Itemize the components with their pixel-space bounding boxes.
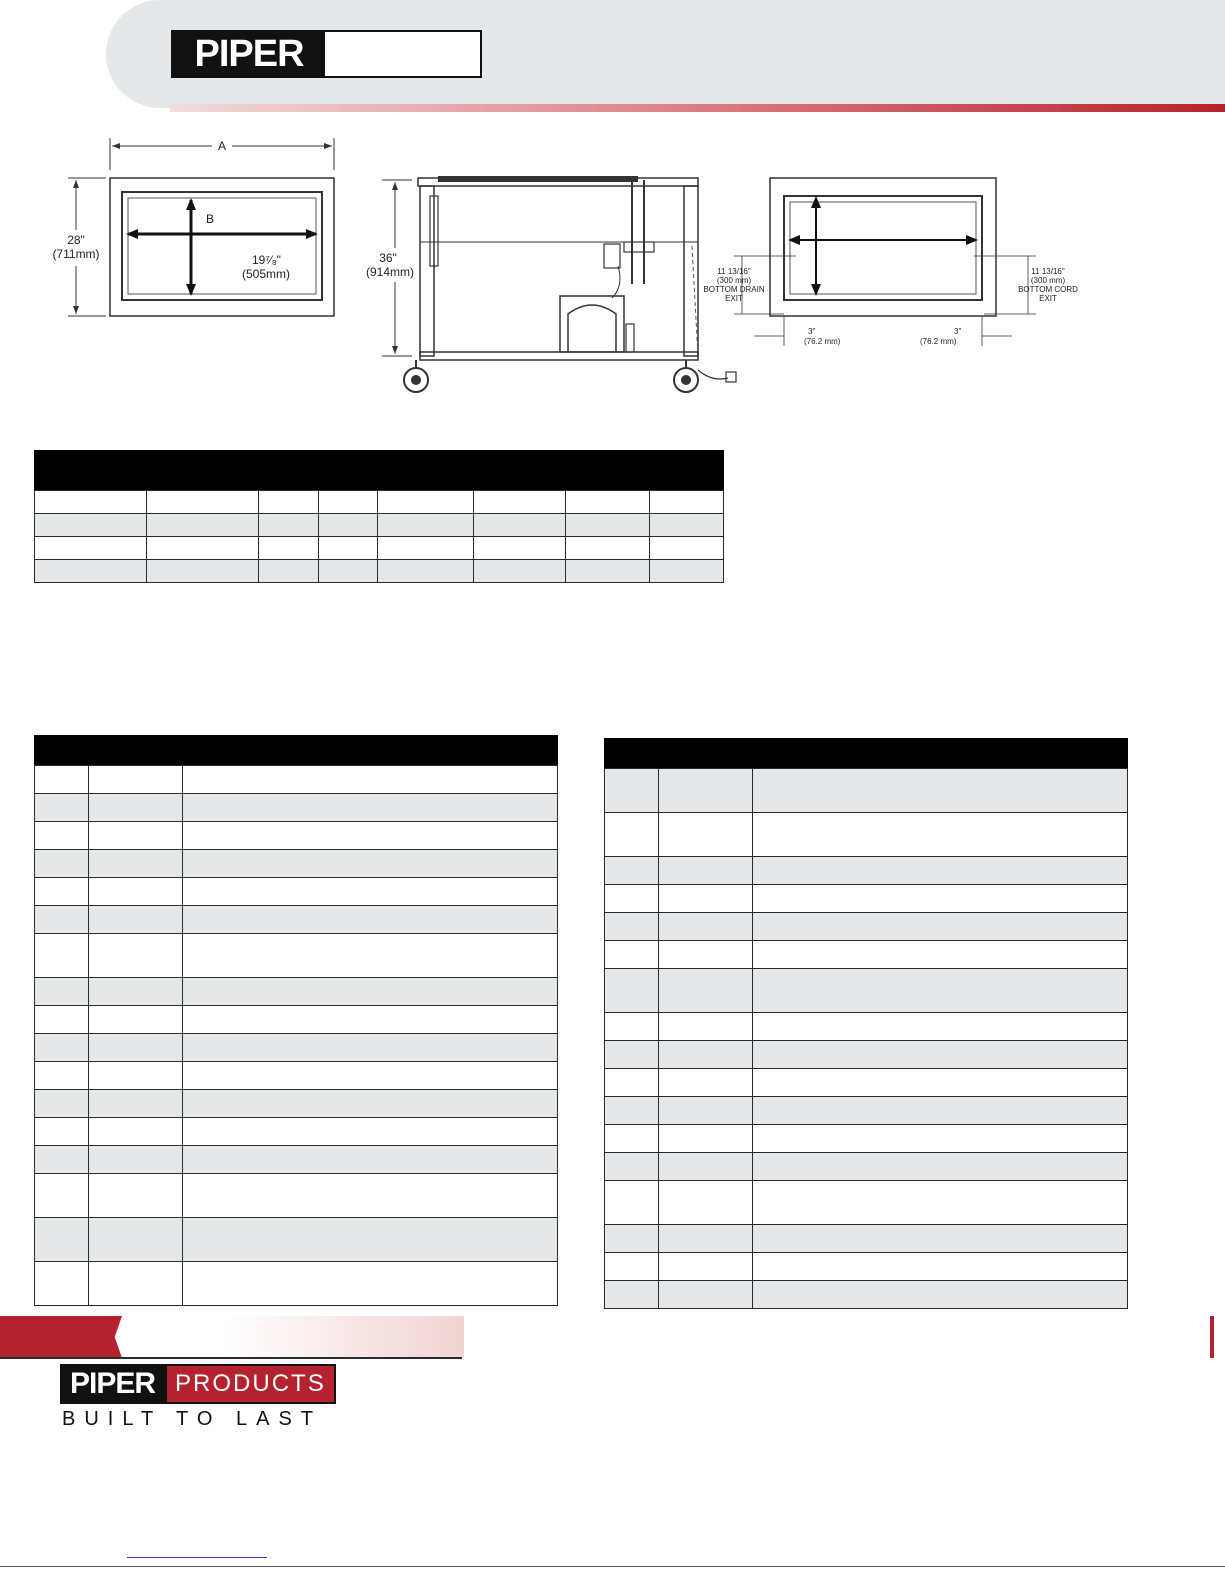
table-row <box>35 1218 558 1262</box>
footer-band <box>122 1316 464 1358</box>
table-row <box>35 1146 558 1174</box>
table-row <box>35 794 558 822</box>
table-row <box>605 1225 1128 1253</box>
table-row <box>605 1097 1128 1125</box>
right-parts-header <box>604 738 1128 768</box>
table-row <box>605 969 1128 1013</box>
table-row <box>605 1013 1128 1041</box>
table-row <box>605 1153 1128 1181</box>
table-row <box>35 878 558 906</box>
header-logo <box>171 30 482 78</box>
cord-dim-2: (300 mm) <box>1030 276 1066 285</box>
table-row <box>35 822 558 850</box>
cord-dim-4: EXIT <box>1039 294 1057 303</box>
footer-link-underline[interactable] <box>127 1557 267 1558</box>
right-parts-table <box>604 768 1128 1309</box>
table-row <box>605 813 1128 857</box>
table-row <box>35 1062 558 1090</box>
top-view-drawing <box>40 130 350 330</box>
spec-table-header <box>34 450 724 490</box>
height-mm-label: (711mm) <box>52 247 100 261</box>
table-row <box>605 941 1128 969</box>
drain-dim-4: EXIT <box>725 294 743 303</box>
table-row <box>35 1262 558 1306</box>
table-row <box>35 560 724 583</box>
table-row <box>35 1174 558 1218</box>
table-row <box>35 906 558 934</box>
dim-b-label: B <box>206 212 215 226</box>
table-row <box>605 1125 1128 1153</box>
drain-offset-2: (76.2 mm) <box>804 337 841 346</box>
left-parts-table <box>34 765 558 1306</box>
table-row <box>605 857 1128 885</box>
height-in-label: 28" <box>67 233 85 247</box>
table-row <box>605 885 1128 913</box>
table-row <box>605 769 1128 813</box>
cord-dim-3: BOTTOM CORD <box>1018 285 1078 294</box>
footer-tagline: BUILT TO LAST <box>62 1408 323 1430</box>
header-accent-stripe <box>170 104 1225 112</box>
drain-dim-2: (300 mm) <box>716 276 752 285</box>
table-row <box>605 913 1128 941</box>
table-row <box>35 514 724 537</box>
table-row <box>605 1181 1128 1225</box>
table-row <box>605 1069 1128 1097</box>
table-row <box>35 1006 558 1034</box>
table-row <box>35 1090 558 1118</box>
footer-logo-products: PRODUCTS <box>165 1364 336 1404</box>
table-row <box>605 1253 1128 1281</box>
inner-width-in: 19⁷⁄₈" <box>252 253 281 267</box>
side-height-mm: (914mm) <box>365 265 415 279</box>
cord-offset-1: 3" <box>954 327 962 336</box>
table-row <box>35 1034 558 1062</box>
inner-width-mm: (505mm) <box>242 267 291 281</box>
page-bottom-rule <box>0 1566 1225 1567</box>
table-row <box>35 537 724 560</box>
side-height-in: 36" <box>379 251 397 265</box>
table-row <box>35 1118 558 1146</box>
footer-edge-mark <box>1210 1316 1214 1358</box>
bottom-view-drawing <box>700 168 1100 358</box>
drain-dim-3: BOTTOM DRAIN <box>703 285 765 294</box>
left-parts-header <box>34 735 558 765</box>
dim-a-label: A <box>217 139 227 153</box>
cord-dim-1: 11 13/16" <box>1031 267 1065 276</box>
side-view-drawing <box>362 166 742 402</box>
footer-logo-piper: PIPER <box>60 1364 165 1404</box>
table-row <box>35 766 558 794</box>
footer-logo <box>60 1364 336 1404</box>
header-logo-text: PIPER <box>173 32 325 76</box>
drain-dim-1: 11 13/16" <box>717 267 751 276</box>
footer-divider <box>0 1357 462 1359</box>
cord-offset-2: (76.2 mm) <box>920 337 957 346</box>
table-row <box>35 850 558 878</box>
table-row <box>35 491 724 514</box>
table-row <box>605 1281 1128 1309</box>
spec-table <box>34 490 724 583</box>
table-row <box>35 934 558 978</box>
drain-offset-1: 3" <box>808 327 816 336</box>
table-row <box>605 1041 1128 1069</box>
table-row <box>35 978 558 1006</box>
footer-red-tab <box>0 1316 122 1358</box>
